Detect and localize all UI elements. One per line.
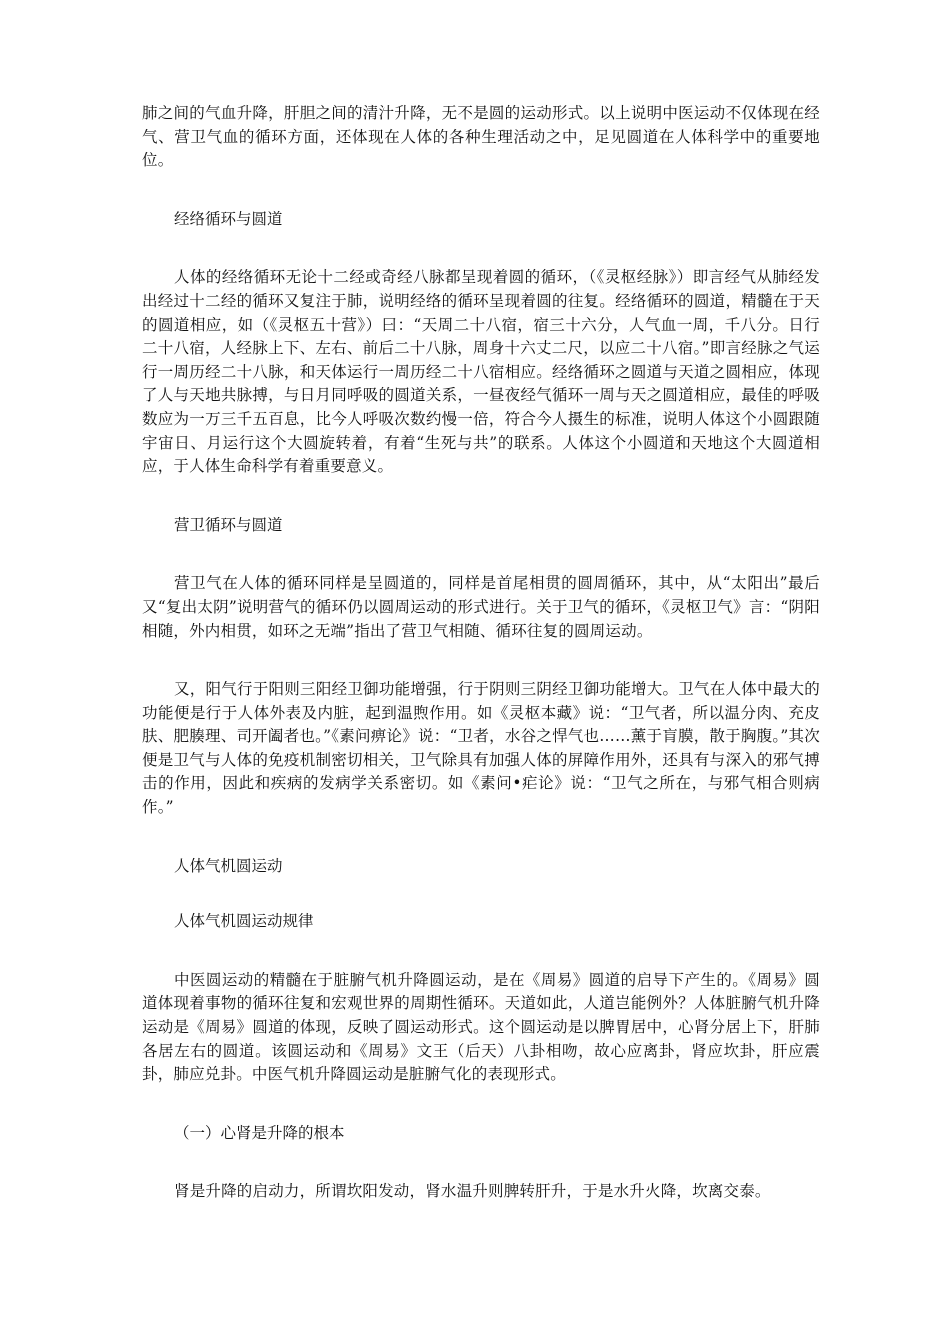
section-heading-qi: 人体气机圆运动 (174, 856, 283, 875)
wei-paragraph-1: 营卫气在人体的循环同样是呈圆道的，同样是首尾相贯的圆周循环，其中，从“太阳出”最后又“复出太阴”说明营气的循环仍以圆周运动的形式进行。关于卫气的循环，《灵枢卫气》言：“阴阳相随，外内相贯，如环之无端”指出了营卫气相随、循环往复的圆周运动。 (142, 574, 820, 640)
qi-paragraph: 中医圆运动的精髓在于脏腑气机升降圆运动，是在《周易》圆道的启导下产生的。《周易》圆道体现着事物的循环往复和宏观世界的周期性循环。天道如此，人道岂能例外？人体脏腑气机升降运动是《周易》圆道的体现，反映了圆运动形式。这个圆运动是以脾胃居中，心肾分居上下，肝肺各居左右的圆道。该圆运动和《周易》文王（后天）八卦相吻，故心应离卦，肾应坎卦，肝应震卦，肺应兑卦。中医气机升降圆运动是脏腑气化的表现形式。 (142, 970, 820, 1084)
section-heading-heart-kidney: （一）心肾是升降的根本 (174, 1123, 345, 1142)
meridian-paragraph: 人体的经络循环无论十二经或奇经八脉都呈现着圆的循环，（《灵枢经脉》）即言经气从肺经发出经过十二经的循环又复注于肺，说明经络的循环呈现着圆的往复。经络循环的圆道，精髓在于天的圆道相应，如（《灵枢五十营》）曰：“天周二十八宿，宿三十六分，人气血一周，千八分。日行二十八宿，人经脉上下、左右、前后二十八脉，周身十六丈二尺，以应二十八宿。”即言经脉之气运行一周历经二十八脉，和天体运行一周历经二十八宿相应。经络循环之圆道与天道之圆相应，体现了人与天地共脉搏，与日月同呼吸的圆道关系，一昼夜经气循环一周与天之圆道相应，最佳的呼吸数应为一万三千五百息，比今人呼吸次数约慢一倍，符合今人摄生的标准，说明人体这个小圆跟随宇宙日、月运行这个大圆旋转着，有着“生死与共”的联系。人体这个小圆道和天地这个大圆道相应，于人体生命科学有着重要意义。 (142, 268, 820, 476)
section-heading-wei: 营卫循环与圆道 (174, 515, 283, 534)
section-heading-meridian: 经络循环与圆道 (174, 209, 283, 228)
section-subheading-qi-rule: 人体气机圆运动规律 (174, 912, 314, 931)
wei-paragraph-2: 又，阳气行于阳则三阳经卫御功能增强，行于阴则三阴经卫御功能增大。卫气在人体中最大的功能便是行于人体外表及内脏，起到温煦作用。如《灵枢本藏》说：“卫气者，所以温分肉、充皮肤、肥腠理、司开阖者也。”《素问痹论》说：“卫者，水谷之悍气也……薰于肓膜，散于胸腹。”其次便是卫气与人体的免疫机制密切相关，卫气除具有加强人体的屏障作用外，还具有与深入的邪气搏击的作用，因此和疾病的发病学关系密切。如《素问•疟论》说：“卫气之所在，与邪气相合则病作。” (142, 680, 820, 817)
intro-paragraph: 肺之间的气血升降，肝胆之间的清汁升降，无不是圆的运动形式。以上说明中医运动不仅体现在经气、营卫气血的循环方面，还体现在人体的各种生理活动之中，足见圆道在人体科学中的重要地位。 (142, 104, 820, 170)
heart-kidney-paragraph: 肾是升降的启动力，所谓坎阳发动，肾水温升则脾转肝升，于是水升火降，坎离交泰。 (174, 1182, 771, 1201)
document-page (142, 102, 820, 1204)
